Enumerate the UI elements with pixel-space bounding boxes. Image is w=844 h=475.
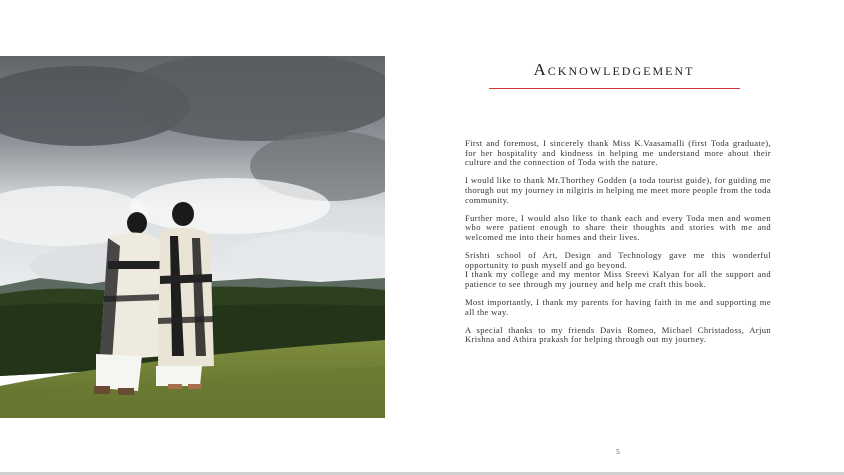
paragraph: First and foremost, I sincerely thank Miss K.Vaasamalli (first Toda graduate), for her hospitality and kindness in helping me understand more about their culture and the connection of Toda with the nature. xyxy=(465,138,771,168)
paragraph: I thank my college and my mentor Miss Sreevi Kalyan for all the support and patience to see through my journey and help me craft this book. xyxy=(465,269,771,289)
paragraph: I would like to thank Mr.Thorthey Godden (a toda tourist guide), for guiding me thorugh out my journey in nilgiris in helping me meet more people from the toda community. xyxy=(465,175,771,205)
paragraph: Srishti school of Art, Design and Technology gave me this wonderful opportunity to push myself and go beyond. xyxy=(465,250,771,270)
cover-photo-two-toda-men xyxy=(0,56,385,418)
acknowledgement-body xyxy=(465,139,771,354)
page-number: 5 xyxy=(616,448,620,456)
paragraph: A special thanks to my friends Davis Romeo, Michael Christadoss, Arjun Krishna and Athira prakash for helping through out my journey. xyxy=(465,324,771,345)
paragraph: Further more, I would also like to thank each and every Toda men and women who were patient enough to share their thoughts and stories with me and welcomed me into their homes and their lives. xyxy=(465,212,771,242)
page-title: Acknowledgement xyxy=(533,60,695,79)
paragraph: Most importantly, I thank my parents for having faith in me and supporting me all the way. xyxy=(465,297,771,317)
title-underline xyxy=(489,88,740,89)
